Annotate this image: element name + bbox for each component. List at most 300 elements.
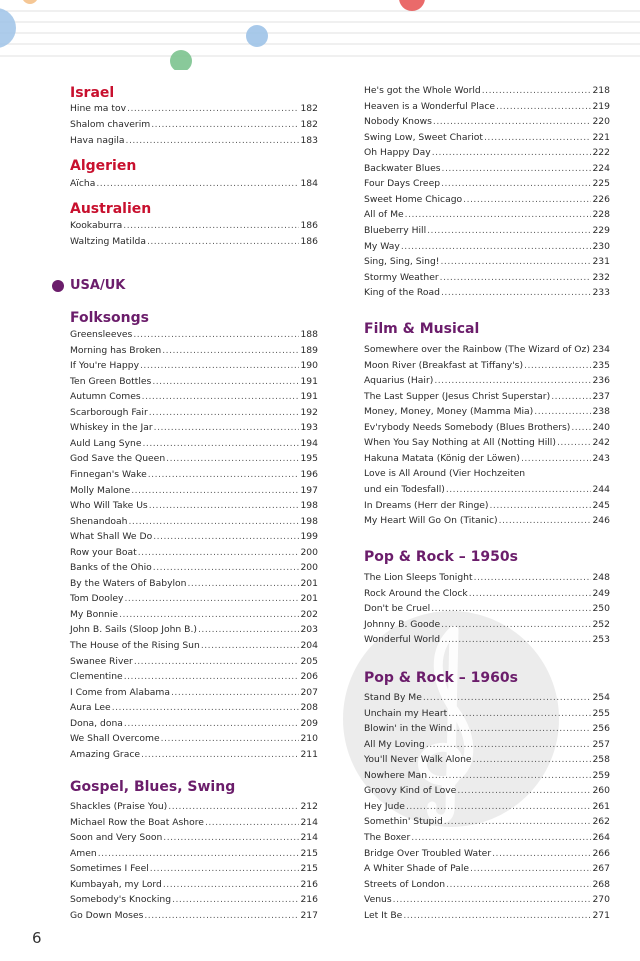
toc-entry-page: 242	[592, 437, 610, 449]
dot-leader	[551, 389, 591, 405]
toc-entry-page: 221	[592, 131, 610, 143]
toc-entry-title: Blueberry Hill	[364, 224, 427, 236]
toc-entry-page: 255	[592, 707, 610, 719]
dot-leader	[140, 358, 299, 374]
toc-entry-page: 270	[592, 894, 610, 906]
toc-entry-title: The Last Supper (Jesus Christ Superstar)	[364, 390, 551, 402]
toc-entry-title: Backwater Blues	[364, 162, 441, 174]
toc-entry-page: 268	[592, 878, 610, 890]
dot-leader	[152, 374, 299, 390]
toc-entry[interactable]	[364, 846, 610, 862]
toc-entry[interactable]	[364, 176, 610, 192]
toc-entry[interactable]	[70, 374, 318, 390]
dot-leader	[144, 908, 299, 924]
dot-leader	[571, 420, 591, 436]
toc-entry-page: 211	[300, 748, 318, 760]
dot-leader	[124, 716, 300, 732]
dot-leader	[153, 529, 299, 545]
toc-entry-title: Shackles (Praise You)	[70, 801, 168, 812]
toc-entry-page: 229	[592, 224, 610, 236]
toc-entry[interactable]: Waltzing Matilda ..... 186	[70, 234, 318, 250]
toc-entry-page: 190	[300, 360, 318, 372]
toc-entry[interactable]	[70, 514, 318, 530]
dot-leader	[499, 513, 592, 529]
toc-entry-title: Michael Row the Boat Ashore	[70, 816, 204, 828]
toc-entry-page: 207	[300, 686, 318, 698]
toc-entry[interactable]: Hine ma tov ..... 182	[70, 101, 318, 117]
dot-leader	[138, 545, 300, 561]
dot-leader	[444, 814, 592, 830]
dot-leader	[112, 700, 300, 716]
toc-entry-title: Venus	[364, 894, 392, 906]
toc-entry[interactable]	[364, 721, 610, 737]
toc-entry-page: 254	[592, 692, 610, 703]
toc-entry-page: 261	[592, 800, 610, 812]
toc-entry[interactable]	[70, 529, 318, 545]
toc-entry[interactable]	[364, 617, 610, 633]
toc-entry-title: Hey Jude	[364, 800, 405, 812]
toc-entry[interactable]	[70, 700, 318, 716]
toc-entry[interactable]	[364, 737, 610, 753]
toc-entry[interactable]	[364, 130, 610, 146]
toc-entry-title: He's got the Whole World	[364, 85, 481, 96]
heading-film-musical: Film & Musical	[364, 321, 480, 337]
toc-entry[interactable]	[364, 358, 610, 374]
toc-entry[interactable]	[364, 270, 610, 286]
toc-entry[interactable]	[70, 815, 318, 831]
toc-entry-page: 218	[592, 85, 610, 96]
toc-entry[interactable]	[364, 586, 610, 602]
toc-entry-page: 256	[592, 723, 610, 735]
dot-leader	[98, 846, 300, 862]
toc-entry-page: 250	[592, 603, 610, 615]
toc-entry[interactable]	[364, 601, 610, 617]
dot-leader	[129, 514, 300, 530]
toc-entry-page: 189	[300, 344, 318, 356]
toc-entry-title: Whiskey in the Jar	[70, 422, 153, 434]
toc-entry-page: 230	[592, 240, 610, 252]
toc-entry[interactable]	[364, 498, 610, 514]
toc-entry-title: Nobody Knows	[364, 116, 432, 128]
dot-leader	[119, 607, 299, 623]
toc-entry[interactable]	[70, 327, 318, 343]
toc-entry-title: Moon River (Breakfast at Tiffany's)	[364, 359, 524, 371]
toc-entry-title: Streets of London	[364, 878, 446, 890]
toc-entry[interactable]	[70, 747, 318, 763]
toc-entry[interactable]	[364, 451, 610, 467]
dot-leader	[154, 420, 300, 436]
toc-entry-title: Hakuna Matata (König der Löwen)	[364, 452, 520, 464]
dot-leader	[441, 285, 591, 301]
dot-leader	[441, 632, 591, 648]
toc-entry-page: 195	[300, 453, 318, 465]
toc-entry-title: Somebody's Knocking	[70, 894, 172, 906]
toc-entry[interactable]	[70, 436, 318, 452]
toc-entry-page: 225	[592, 178, 610, 190]
toc-entry-page: 266	[592, 847, 610, 859]
toc-entry-page: 231	[592, 256, 610, 268]
toc-entry[interactable]	[70, 576, 318, 592]
dot-leader	[162, 343, 299, 359]
toc-entry-title: Nowhere Man	[364, 769, 428, 781]
toc-entry-title: Stormy Weather	[364, 271, 439, 283]
heading-gospel: Gospel, Blues, Swing	[70, 779, 236, 795]
heading-pop-rock-1950s: Pop & Rock – 1950s	[364, 549, 518, 565]
toc-entry[interactable]	[364, 908, 610, 924]
toc-entry[interactable]	[70, 591, 318, 607]
dot-leader	[469, 586, 592, 602]
toc-entry-title: Don't be Cruel	[364, 603, 431, 615]
toc-entry[interactable]: Aïcha ..... 184	[70, 176, 318, 192]
toc-entry[interactable]	[70, 467, 318, 483]
toc-entry-title: God Save the Queen	[70, 453, 166, 465]
toc-entry[interactable]	[364, 83, 610, 99]
dot-leader	[411, 830, 591, 846]
toc-entry-title: John B. Sails (Sloop John B.)	[70, 624, 197, 636]
toc-entry-title: Let It Be	[364, 909, 403, 921]
dot-leader	[521, 451, 592, 467]
toc-entry-title: What Shall We Do	[70, 531, 153, 543]
dot-leader	[150, 861, 300, 877]
toc-entry[interactable]	[364, 706, 610, 722]
toc-entry-title: Oh Happy Day	[364, 147, 431, 159]
toc-entry[interactable]	[364, 342, 610, 358]
toc-entry-title: Scarborough Fair	[70, 406, 148, 418]
dot-leader	[149, 405, 300, 421]
toc-entry[interactable]	[70, 830, 318, 846]
dot-leader	[457, 783, 591, 799]
toc-entry-title: My Heart Will Go On (Titanic)	[364, 515, 498, 527]
toc-entry-page: 192	[300, 406, 318, 418]
toc-entry-title: Soon and Very Soon	[70, 832, 163, 844]
dot-leader	[134, 654, 300, 670]
dot-leader	[161, 731, 300, 747]
toc-entry-title: Who Will Take Us	[70, 500, 148, 512]
dot-leader	[524, 358, 591, 374]
toc-entry[interactable]: Shalom chaverim ..... 182	[70, 117, 318, 133]
toc-entry[interactable]	[70, 685, 318, 701]
toc-entry-page: 271	[592, 909, 610, 921]
toc-entry-page: 188	[300, 329, 318, 340]
toc-entry[interactable]	[70, 622, 318, 638]
dot-leader	[453, 721, 591, 737]
toc-entry[interactable]	[70, 483, 318, 499]
toc-entry-title: Johnny B. Goode	[364, 618, 441, 630]
dot-leader	[490, 498, 592, 514]
toc-entry-title: Money, Money, Money (Mamma Mia)	[364, 406, 534, 418]
toc-entry[interactable]	[70, 389, 318, 405]
toc-entry-title: Four Days Creep	[364, 178, 441, 190]
toc-entry-page: 209	[300, 717, 318, 729]
toc-entry-page: 232	[592, 271, 610, 283]
toc-entry[interactable]	[364, 99, 610, 115]
toc-entry-page: 234	[592, 344, 610, 355]
toc-entry-page: 214	[300, 816, 318, 828]
toc-entry[interactable]	[364, 435, 610, 451]
dot-leader	[172, 892, 299, 908]
toc-entry-page: 258	[592, 754, 610, 766]
dot-leader	[448, 706, 591, 722]
heading-australien: Australien	[70, 201, 152, 217]
heading-algerien: Algerien	[70, 158, 137, 174]
toc-entry-title: Love is All Around (Vier Hochzeiten	[364, 468, 526, 480]
toc-entry[interactable]	[364, 752, 610, 768]
toc-entry-page: 191	[300, 375, 318, 387]
toc-entry[interactable]	[70, 545, 318, 561]
toc-entry[interactable]: Hava nagila ..... 183	[70, 133, 318, 149]
toc-entry-title: Amazing Grace	[70, 748, 141, 760]
toc-entry[interactable]	[364, 192, 610, 208]
toc-entry[interactable]	[364, 830, 610, 846]
dot-leader	[401, 239, 592, 255]
toc-entry[interactable]	[70, 908, 318, 924]
dot-leader	[431, 601, 591, 617]
toc-entry-title: I Come from Alabama	[70, 686, 170, 698]
toc-entry-title: Autumn Comes	[70, 391, 141, 403]
toc-entry[interactable]	[70, 343, 318, 359]
region-usa-uk: USA/UK	[52, 278, 125, 293]
dot-leader	[141, 747, 299, 763]
dot-leader	[148, 467, 300, 483]
dot-leader	[168, 799, 299, 815]
toc-entry-page: 238	[592, 406, 610, 418]
toc-entry-page: 201	[300, 593, 318, 605]
dot-leader	[440, 270, 592, 286]
toc-entry[interactable]	[364, 420, 610, 436]
toc-entry-page: 204	[300, 640, 318, 651]
dot-leader	[432, 145, 592, 161]
toc-entry[interactable]	[364, 114, 610, 130]
dot-leader	[446, 482, 592, 498]
dot-leader	[557, 435, 592, 451]
toc-entry-title: Dona, dona	[70, 717, 123, 729]
toc-entry[interactable]	[364, 207, 610, 223]
toc-entry-page: 194	[300, 437, 318, 449]
toc-entry-title: Morning has Broken	[70, 344, 162, 356]
toc-entry-title: Tom Dooley	[70, 593, 124, 605]
dot-leader	[149, 498, 300, 514]
dot-leader	[473, 752, 592, 768]
toc-entry[interactable]	[70, 358, 318, 374]
toc-entry-page: 215	[300, 863, 318, 875]
toc-entry-title: You'll Never Walk Alone	[364, 754, 472, 766]
toc-entry[interactable]	[70, 799, 318, 815]
toc-entry-title: Auld Lang Syne	[70, 437, 142, 449]
dot-leader	[446, 877, 591, 893]
toc-entry-title: Sing, Sing, Sing!	[364, 256, 440, 268]
toc-entry-title: If You're Happy	[70, 360, 140, 372]
toc-entry-page: 199	[300, 531, 318, 543]
dot-leader	[427, 223, 591, 239]
dot-leader	[124, 669, 300, 685]
toc-entry-page: 233	[592, 287, 610, 299]
toc-entry-title: Heaven is a Wonderful Place	[364, 100, 496, 112]
dot-leader	[441, 617, 591, 633]
toc-entry-page: 219	[592, 100, 610, 112]
toc-entry-page: 208	[300, 702, 318, 714]
toc-entry[interactable]	[70, 892, 318, 908]
toc-entry-title: Amen	[70, 847, 97, 859]
toc-entry[interactable]	[364, 814, 610, 830]
toc-entry[interactable]	[364, 145, 610, 161]
toc-entry[interactable]	[70, 654, 318, 670]
toc-entry[interactable]	[364, 861, 610, 877]
heading-pop-rock-1960s: Pop & Rock – 1960s	[364, 670, 518, 686]
toc-entry[interactable]	[70, 877, 318, 893]
toc-entry-title: Aura Lee	[70, 702, 111, 714]
toc-entry[interactable]	[364, 239, 610, 255]
toc-entry-title: King of the Road	[364, 287, 440, 299]
toc-entry-title: und ein Todesfall)	[364, 483, 445, 495]
toc-entry-title: Go Down Moses	[70, 909, 144, 921]
toc-entry-title: Finnegan's Wake	[70, 468, 147, 480]
heading-folksongs: Folksongs	[70, 310, 149, 326]
dot-leader	[142, 436, 299, 452]
dot-leader	[463, 192, 591, 208]
dot-leader	[188, 576, 300, 592]
toc-entry-title: Stand By Me	[364, 692, 422, 703]
dot-leader	[133, 327, 299, 343]
toc-entry[interactable]	[364, 373, 610, 389]
toc-entry[interactable]	[70, 669, 318, 685]
toc-entry-title: Wonderful World	[364, 634, 441, 646]
toc-entry-title: Rock Around the Clock	[364, 587, 468, 599]
toc-entry[interactable]	[70, 716, 318, 732]
toc-entry[interactable]	[70, 420, 318, 436]
dot-leader	[440, 254, 591, 270]
toc-entry-page: 205	[300, 655, 318, 667]
toc-entry-title: The House of the Rising Sun	[70, 640, 200, 651]
toc-entry[interactable]	[364, 161, 610, 177]
dot-leader	[201, 638, 300, 654]
toc-entry-page: 224	[592, 162, 610, 174]
dot-leader	[534, 404, 591, 420]
toc-entry[interactable]	[364, 223, 610, 239]
toc-entry-page: 235	[592, 359, 610, 371]
toc-entry[interactable]	[364, 690, 610, 706]
toc-entry-title: Groovy Kind of Love	[364, 785, 457, 797]
toc-entry-page: 248	[592, 572, 610, 583]
toc-entry-title: A Whiter Shade of Pale	[364, 863, 470, 875]
dot-leader	[163, 830, 299, 846]
toc-entry-title: Clementine	[70, 671, 123, 683]
dot-leader	[492, 846, 591, 862]
toc-entry[interactable]	[70, 560, 318, 576]
toc-entry[interactable]	[364, 570, 610, 586]
dot-leader	[474, 570, 592, 586]
dot-leader	[442, 161, 592, 177]
toc-entry-page: 216	[300, 894, 318, 906]
toc-entry[interactable]	[364, 877, 610, 893]
dot-leader	[441, 176, 591, 192]
dot-leader	[423, 690, 592, 706]
toc-entry[interactable]	[70, 731, 318, 747]
toc-entry[interactable]	[364, 768, 610, 784]
toc-entry-title: Greensleeves	[70, 329, 133, 340]
toc-entry[interactable]	[364, 892, 610, 908]
toc-entry-page: 220	[592, 116, 610, 128]
toc-entry-page: 217	[300, 909, 318, 921]
toc-entry-title: Banks of the Ohio	[70, 562, 152, 574]
toc-entry[interactable]	[364, 404, 610, 420]
toc-entry-page: 202	[300, 608, 318, 620]
toc-entry[interactable]	[364, 389, 610, 405]
toc-entry-page: 206	[300, 671, 318, 683]
toc-entry-page: 240	[592, 421, 610, 433]
toc-entry-title: Blowin' in the Wind	[364, 723, 453, 735]
dot-leader	[470, 861, 591, 877]
dot-leader	[163, 877, 300, 893]
toc-entry-page: 264	[592, 831, 610, 843]
toc-entry-title: The Boxer	[364, 831, 411, 843]
dot-leader	[405, 207, 592, 223]
toc-entry[interactable]	[364, 799, 610, 815]
toc-entry[interactable]	[70, 607, 318, 623]
dot-leader	[393, 892, 592, 908]
dot-leader	[496, 99, 591, 115]
toc-entry-page: 237	[592, 390, 610, 402]
toc-entry[interactable]: Kookaburra ..... 186	[70, 218, 318, 234]
dot-leader	[142, 389, 300, 405]
dot-leader	[153, 560, 300, 576]
toc-entry[interactable]	[70, 498, 318, 514]
toc-entry-page: 260	[592, 785, 610, 797]
toc-entry-page: 267	[592, 863, 610, 875]
toc-entry-title: Unchain my Heart	[364, 707, 448, 719]
toc-entry[interactable]	[364, 482, 610, 498]
dot-leader	[406, 799, 592, 815]
toc-entry-title: My Way	[364, 240, 400, 252]
toc-entry[interactable]	[70, 846, 318, 862]
dot-leader	[426, 737, 592, 753]
toc-entry-page: 222	[592, 147, 610, 159]
toc-entry[interactable]	[70, 638, 318, 654]
toc-entry-page: 253	[592, 634, 610, 646]
toc-entry-page: 196	[300, 468, 318, 480]
toc-entry[interactable]	[364, 513, 610, 529]
dot-leader	[434, 373, 591, 389]
toc-entry-page: 216	[300, 878, 318, 890]
toc-entry[interactable]	[70, 861, 318, 877]
toc-entry-page: 197	[300, 484, 318, 496]
toc-entry[interactable]	[70, 405, 318, 421]
toc-entry-title: Kumbayah, my Lord	[70, 878, 162, 890]
toc-entry-page: 228	[592, 209, 610, 221]
toc-entry-page: 215	[300, 847, 318, 859]
toc-entry[interactable]	[70, 451, 318, 467]
toc-entry-title: Aquarius (Hair)	[364, 375, 434, 387]
toc-entry-title: By the Waters of Babylon	[70, 577, 187, 589]
dot-leader	[171, 685, 299, 701]
page-number: 6	[32, 929, 42, 947]
toc-entry-page: 200	[300, 546, 318, 558]
toc-entry-title: Sweet Home Chicago	[364, 193, 463, 205]
toc-entry[interactable]	[364, 783, 610, 799]
toc-entry[interactable]	[364, 254, 610, 270]
toc-entry[interactable]	[364, 285, 610, 301]
toc-entry-title: The Lion Sleeps Tonight	[364, 572, 473, 583]
toc-entry[interactable]	[364, 466, 610, 482]
toc-entry-page: 203	[300, 624, 318, 636]
toc-entry-title: Ev'rybody Needs Somebody (Blues Brothers)	[364, 421, 571, 433]
toc-entry-title: All My Loving	[364, 738, 425, 750]
toc-entry-title: Bridge Over Troubled Water	[364, 847, 492, 859]
dot-leader	[484, 130, 591, 146]
toc-entry-page: 191	[300, 391, 318, 403]
toc-entry-page: 257	[592, 738, 610, 750]
toc-entry[interactable]	[364, 632, 610, 648]
dot-leader	[125, 591, 300, 607]
